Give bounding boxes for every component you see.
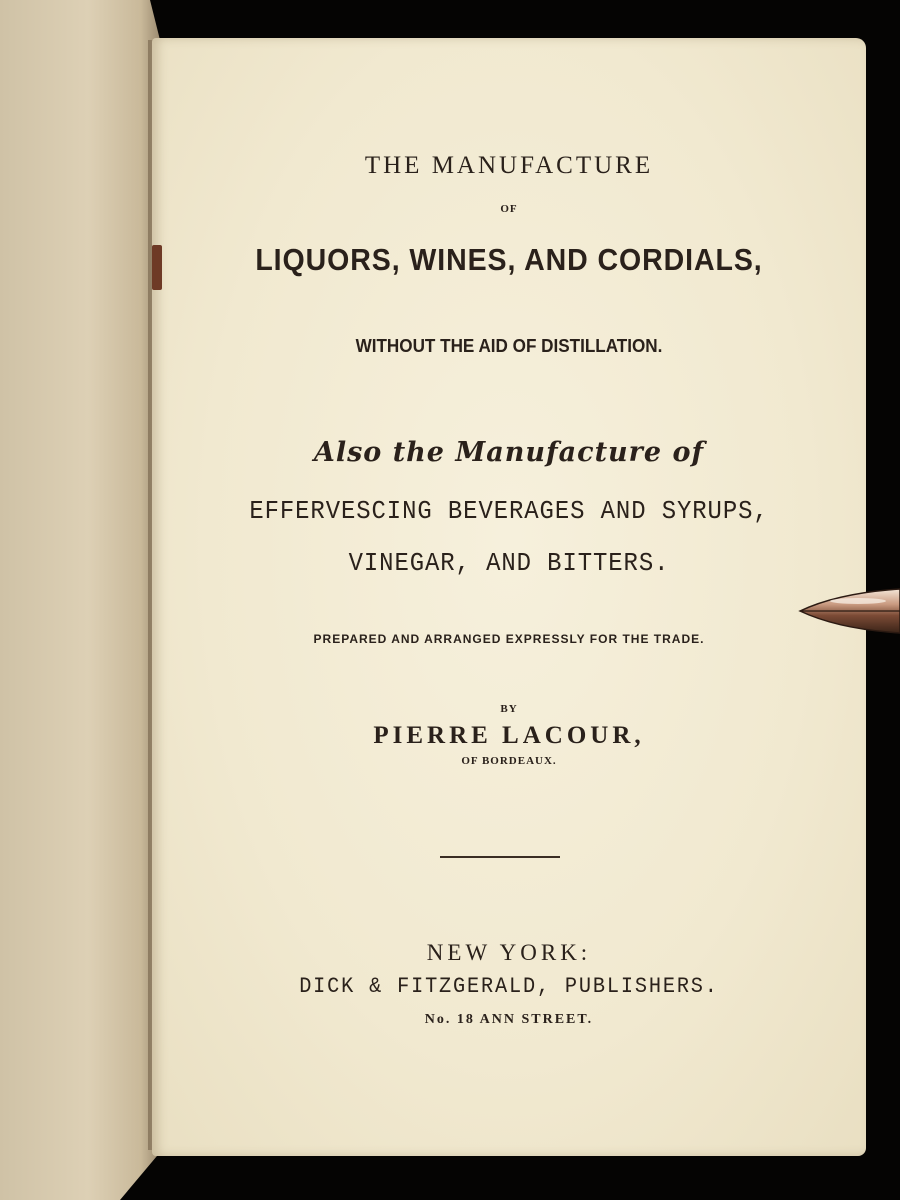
left-page bbox=[0, 0, 160, 1200]
title-connector-of: OF bbox=[500, 203, 518, 215]
vinegar-line: VINEGAR, AND BITTERS. bbox=[348, 548, 670, 578]
main-title: LIQUORS, WINES, AND CORDIALS, bbox=[255, 242, 763, 277]
pen-nib-icon bbox=[798, 585, 900, 637]
prepared-line: PREPARED AND ARRANGED EXPRESSLY FOR THE TRADE. bbox=[313, 632, 705, 646]
also-line: Also the Manufacture of bbox=[313, 437, 705, 468]
bookmark-tab bbox=[152, 245, 162, 290]
author-name: PIERRE LACOUR, bbox=[373, 722, 645, 749]
imprint-address: No. 18 ANN STREET. bbox=[424, 1012, 594, 1027]
imprint-city: NEW YORK: bbox=[426, 940, 592, 965]
imprint-publisher: DICK & FITZGERALD, PUBLISHERS. bbox=[299, 974, 719, 999]
by-line: BY bbox=[500, 703, 518, 715]
divider-rule bbox=[440, 856, 560, 858]
subtitle: WITHOUT THE AID OF DISTILLATION. bbox=[355, 336, 663, 356]
title-line-1: THE MANUFACTURE bbox=[364, 152, 654, 179]
author-origin: OF BORDEAUX. bbox=[461, 755, 557, 767]
beverages-line: EFFERVESCING BEVERAGES AND SYRUPS, bbox=[249, 496, 769, 526]
